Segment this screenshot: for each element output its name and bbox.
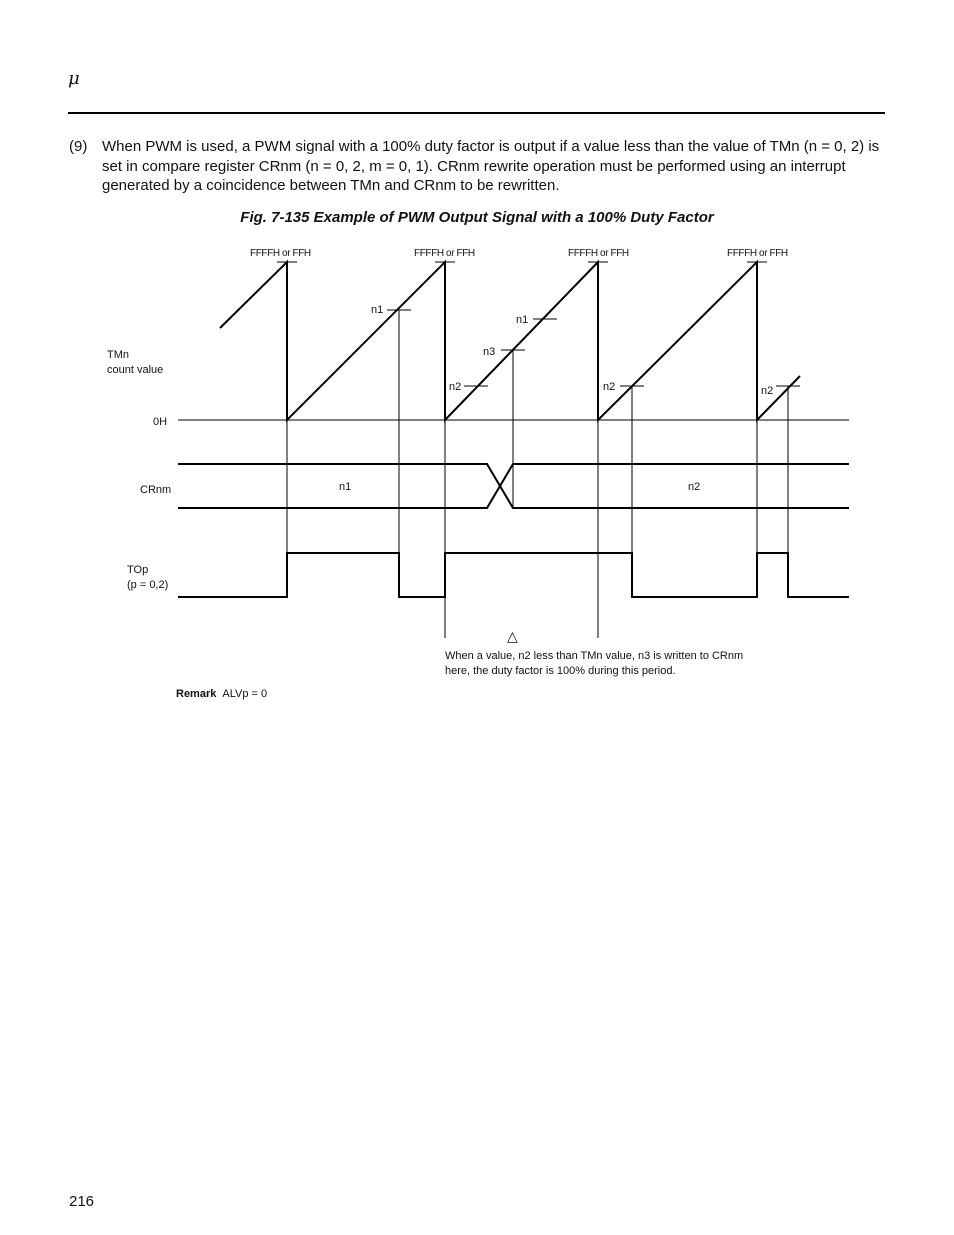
max-label: FFFFH or FFH: [727, 248, 788, 259]
top-label: TOp: [127, 564, 149, 576]
marker-label-n2: n2: [761, 385, 774, 397]
crnm-label: CRnm: [140, 484, 172, 496]
tmn-count-waveform: [220, 262, 800, 420]
tmn-label: TMn: [107, 349, 129, 361]
crnm-value-label: n2: [688, 481, 701, 493]
page-number: 216: [69, 1193, 95, 1210]
zero-label: 0H: [153, 416, 168, 428]
marker-label-n2: n2: [603, 381, 616, 393]
remark-text: ALVp = 0: [222, 688, 268, 700]
figure-title: Fig. 7-135 Example of PWM Output Signal with a 100% Duty Factor: [240, 209, 714, 226]
marker-label-n1: n1: [371, 304, 384, 316]
paragraph-text: When PWM is used, a PWM signal with a 100% duty factor is output if a value less than the value of TMn (n = 0, 2) is set in compare register CRnm (n = 0, 2, m = 0, 1). CRnm rewrite operation must be performed using an interrupt generated by a coincidence between TMn and CRnm to be rewritten.: [102, 138, 880, 194]
max-label: FFFFH or FFH: [414, 248, 475, 259]
note-text: here, the duty factor is 100% during this period.: [445, 665, 676, 677]
mu-symbol: μ: [68, 68, 80, 89]
marker-label-n2: n2: [449, 381, 462, 393]
paragraph-number: (9): [69, 138, 88, 155]
remark-label: Remark: [176, 688, 217, 700]
crnm-value-label: n1: [339, 481, 352, 493]
max-label: FFFFH or FFH: [568, 248, 629, 259]
top-label: (p = 0,2): [127, 579, 169, 591]
marker-label-n1: n1: [516, 314, 529, 326]
max-label: FFFFH or FFH: [250, 248, 311, 259]
top-output-waveform: [178, 553, 849, 597]
tmn-label: count value: [107, 364, 164, 376]
remark: [176, 688, 267, 700]
marker-label-n3: n3: [483, 346, 496, 358]
note-text: When a value, n2 less than TMn value, n3 is written to CRnm: [445, 650, 744, 662]
note-marker: △: [507, 628, 518, 644]
